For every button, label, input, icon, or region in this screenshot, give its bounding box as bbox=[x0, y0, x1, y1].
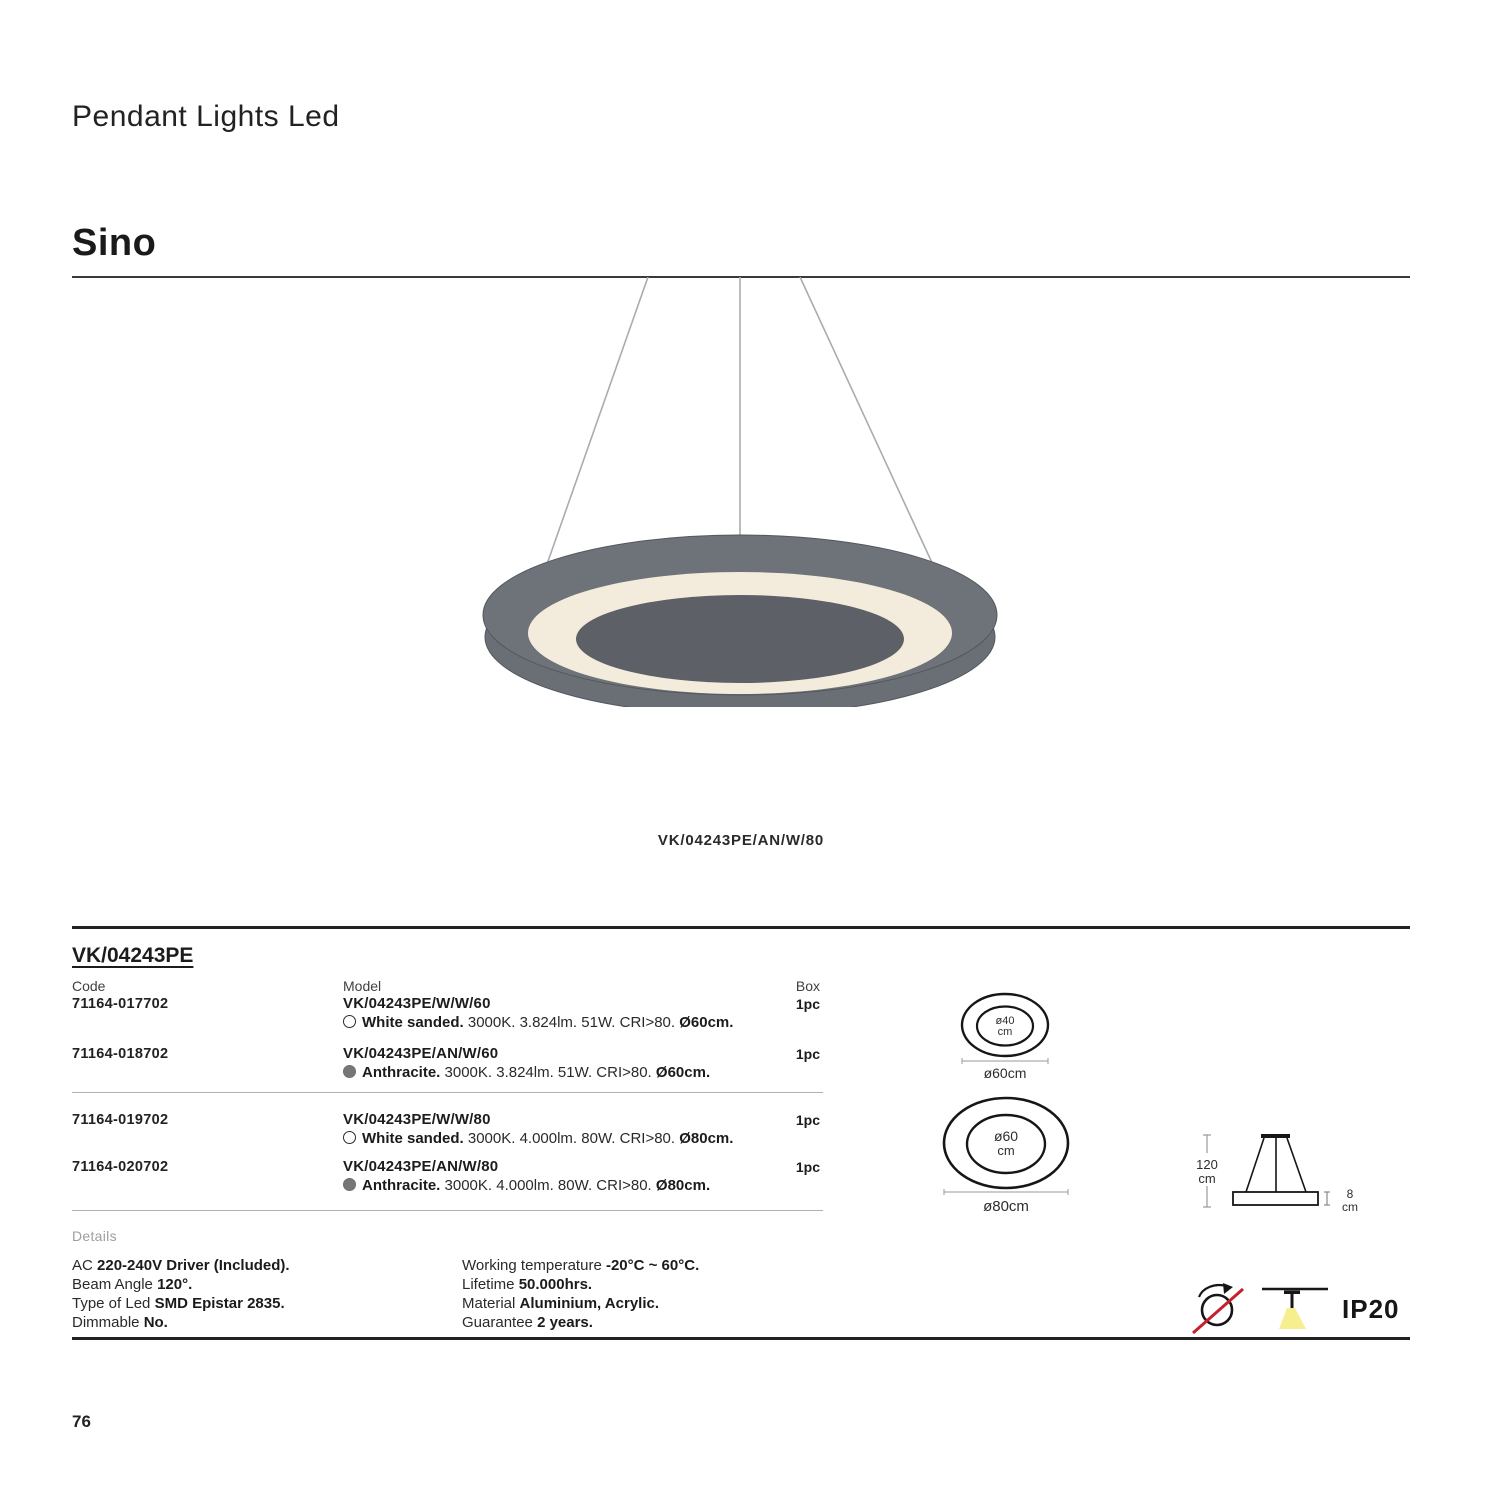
suspension-wire-left bbox=[546, 277, 648, 567]
finish-name: Anthracite. bbox=[362, 1064, 441, 1081]
finish-name: White sanded. bbox=[362, 1130, 464, 1147]
pendant-mount-icon bbox=[1256, 1282, 1336, 1342]
top-view-diagram-60 bbox=[950, 985, 1060, 1085]
ring-profile bbox=[1233, 1192, 1318, 1205]
table-row-model: VK/04243PE/W/W/80 bbox=[343, 1111, 491, 1128]
detail-line: Type of Led SMD Epistar 2835. bbox=[72, 1295, 285, 1312]
stem bbox=[1291, 1291, 1294, 1308]
table-row-code: 71164-017702 bbox=[72, 996, 169, 1012]
table-row-box: 1pc bbox=[795, 1046, 820, 1062]
inner-diameter-label: ø60 bbox=[993, 1128, 1019, 1144]
finish-swatch-icon bbox=[343, 1178, 356, 1191]
details-label: Details bbox=[72, 1228, 117, 1244]
top-view-diagram-80 bbox=[938, 1092, 1074, 1218]
suspension-wire-right bbox=[800, 277, 934, 567]
column-header-box: Box bbox=[795, 978, 820, 994]
detail-line: AC 220-240V Driver (Included). bbox=[72, 1257, 290, 1274]
table-row-description bbox=[343, 1014, 733, 1031]
inner-diameter-unit: cm bbox=[997, 1026, 1013, 1038]
details-left-column bbox=[72, 1256, 290, 1332]
outer-diameter-label: ø60cm bbox=[983, 1065, 1027, 1081]
row-group-divider bbox=[72, 1210, 823, 1211]
dial-arrowhead bbox=[1223, 1283, 1233, 1294]
thickness-value-label: 8 bbox=[1346, 1187, 1354, 1201]
table-row-model: VK/04243PE/AN/W/60 bbox=[343, 1045, 499, 1062]
diameter-text: Ø60cm. bbox=[679, 1014, 734, 1031]
table-row-description bbox=[343, 1177, 710, 1194]
table-row-description bbox=[343, 1130, 733, 1147]
specs-text: 3000K. 4.000lm. 80W. CRI>80. bbox=[440, 1177, 656, 1194]
ceiling-mount bbox=[1261, 1134, 1290, 1138]
wire-left bbox=[1246, 1138, 1264, 1192]
category-title: Pendant Lights Led bbox=[72, 100, 340, 133]
page-number: 76 bbox=[72, 1412, 91, 1431]
height-value-label: 120 bbox=[1196, 1157, 1218, 1172]
height-unit-label: cm bbox=[1198, 1171, 1216, 1186]
thickness-unit-label: cm bbox=[1342, 1200, 1358, 1214]
table-row-code: 71164-019702 bbox=[72, 1112, 169, 1128]
side-view-diagram bbox=[1180, 1126, 1380, 1218]
inner-diameter-unit: cm bbox=[997, 1143, 1015, 1158]
table-row-model: VK/04243PE/W/W/60 bbox=[343, 995, 491, 1012]
table-row-box: 1pc bbox=[795, 996, 820, 1012]
detail-line: Lifetime 50.000hrs. bbox=[462, 1276, 593, 1293]
row-group-divider bbox=[72, 1092, 823, 1093]
finish-name: White sanded. bbox=[362, 1014, 464, 1031]
specs-text: 3000K. 3.824lm. 51W. CRI>80. bbox=[440, 1064, 656, 1081]
column-header-code: Code bbox=[72, 978, 106, 994]
specs-text: 3000K. 3.824lm. 51W. CRI>80. bbox=[463, 1014, 680, 1031]
diameter-text: Ø80cm. bbox=[679, 1130, 734, 1147]
inner-diameter-label: ø40 bbox=[995, 1015, 1015, 1027]
detail-line: Material Aluminium, Acrylic. bbox=[462, 1295, 660, 1312]
table-row-box: 1pc bbox=[795, 1159, 820, 1175]
outer-diameter-label: ø80cm bbox=[983, 1198, 1029, 1215]
detail-line: Guarantee 2 years. bbox=[462, 1314, 593, 1331]
column-header-model: Model bbox=[343, 978, 382, 994]
finish-swatch-icon bbox=[343, 1015, 356, 1028]
ring-inner-hole bbox=[576, 595, 904, 683]
detail-line: Beam Angle 120°. bbox=[72, 1276, 193, 1293]
finish-swatch-icon bbox=[343, 1131, 356, 1144]
table-row-code: 71164-018702 bbox=[72, 1046, 169, 1062]
table-row-code: 71164-020702 bbox=[72, 1159, 169, 1175]
detail-line: Working temperature -20°C ~ 60°C. bbox=[462, 1257, 700, 1274]
diameter-text: Ø60cm. bbox=[655, 1064, 711, 1081]
product-code-heading[interactable]: VK/04243PE bbox=[72, 944, 194, 967]
finish-swatch-icon bbox=[343, 1065, 356, 1078]
finish-name: Anthracite. bbox=[362, 1177, 441, 1194]
diameter-text: Ø80cm. bbox=[655, 1177, 711, 1194]
not-dimmable-icon bbox=[1190, 1281, 1248, 1339]
table-row-model: VK/04243PE/AN/W/80 bbox=[343, 1158, 499, 1175]
pendant-product-image bbox=[440, 277, 1040, 707]
table-row-box: 1pc bbox=[795, 1112, 820, 1128]
detail-line: Dimmable No. bbox=[72, 1314, 168, 1331]
figure-caption: VK/04243PE/AN/W/80 bbox=[657, 832, 825, 849]
table-top-rule bbox=[72, 926, 1410, 929]
ip-rating-badge: IP20 bbox=[1342, 1294, 1400, 1324]
product-title: Sino bbox=[72, 222, 157, 264]
specs-text: 3000K. 4.000lm. 80W. CRI>80. bbox=[463, 1130, 680, 1147]
light-beam bbox=[1279, 1308, 1306, 1329]
table-row-description bbox=[343, 1064, 710, 1081]
details-right-column bbox=[462, 1256, 699, 1332]
wire-right bbox=[1287, 1138, 1306, 1192]
